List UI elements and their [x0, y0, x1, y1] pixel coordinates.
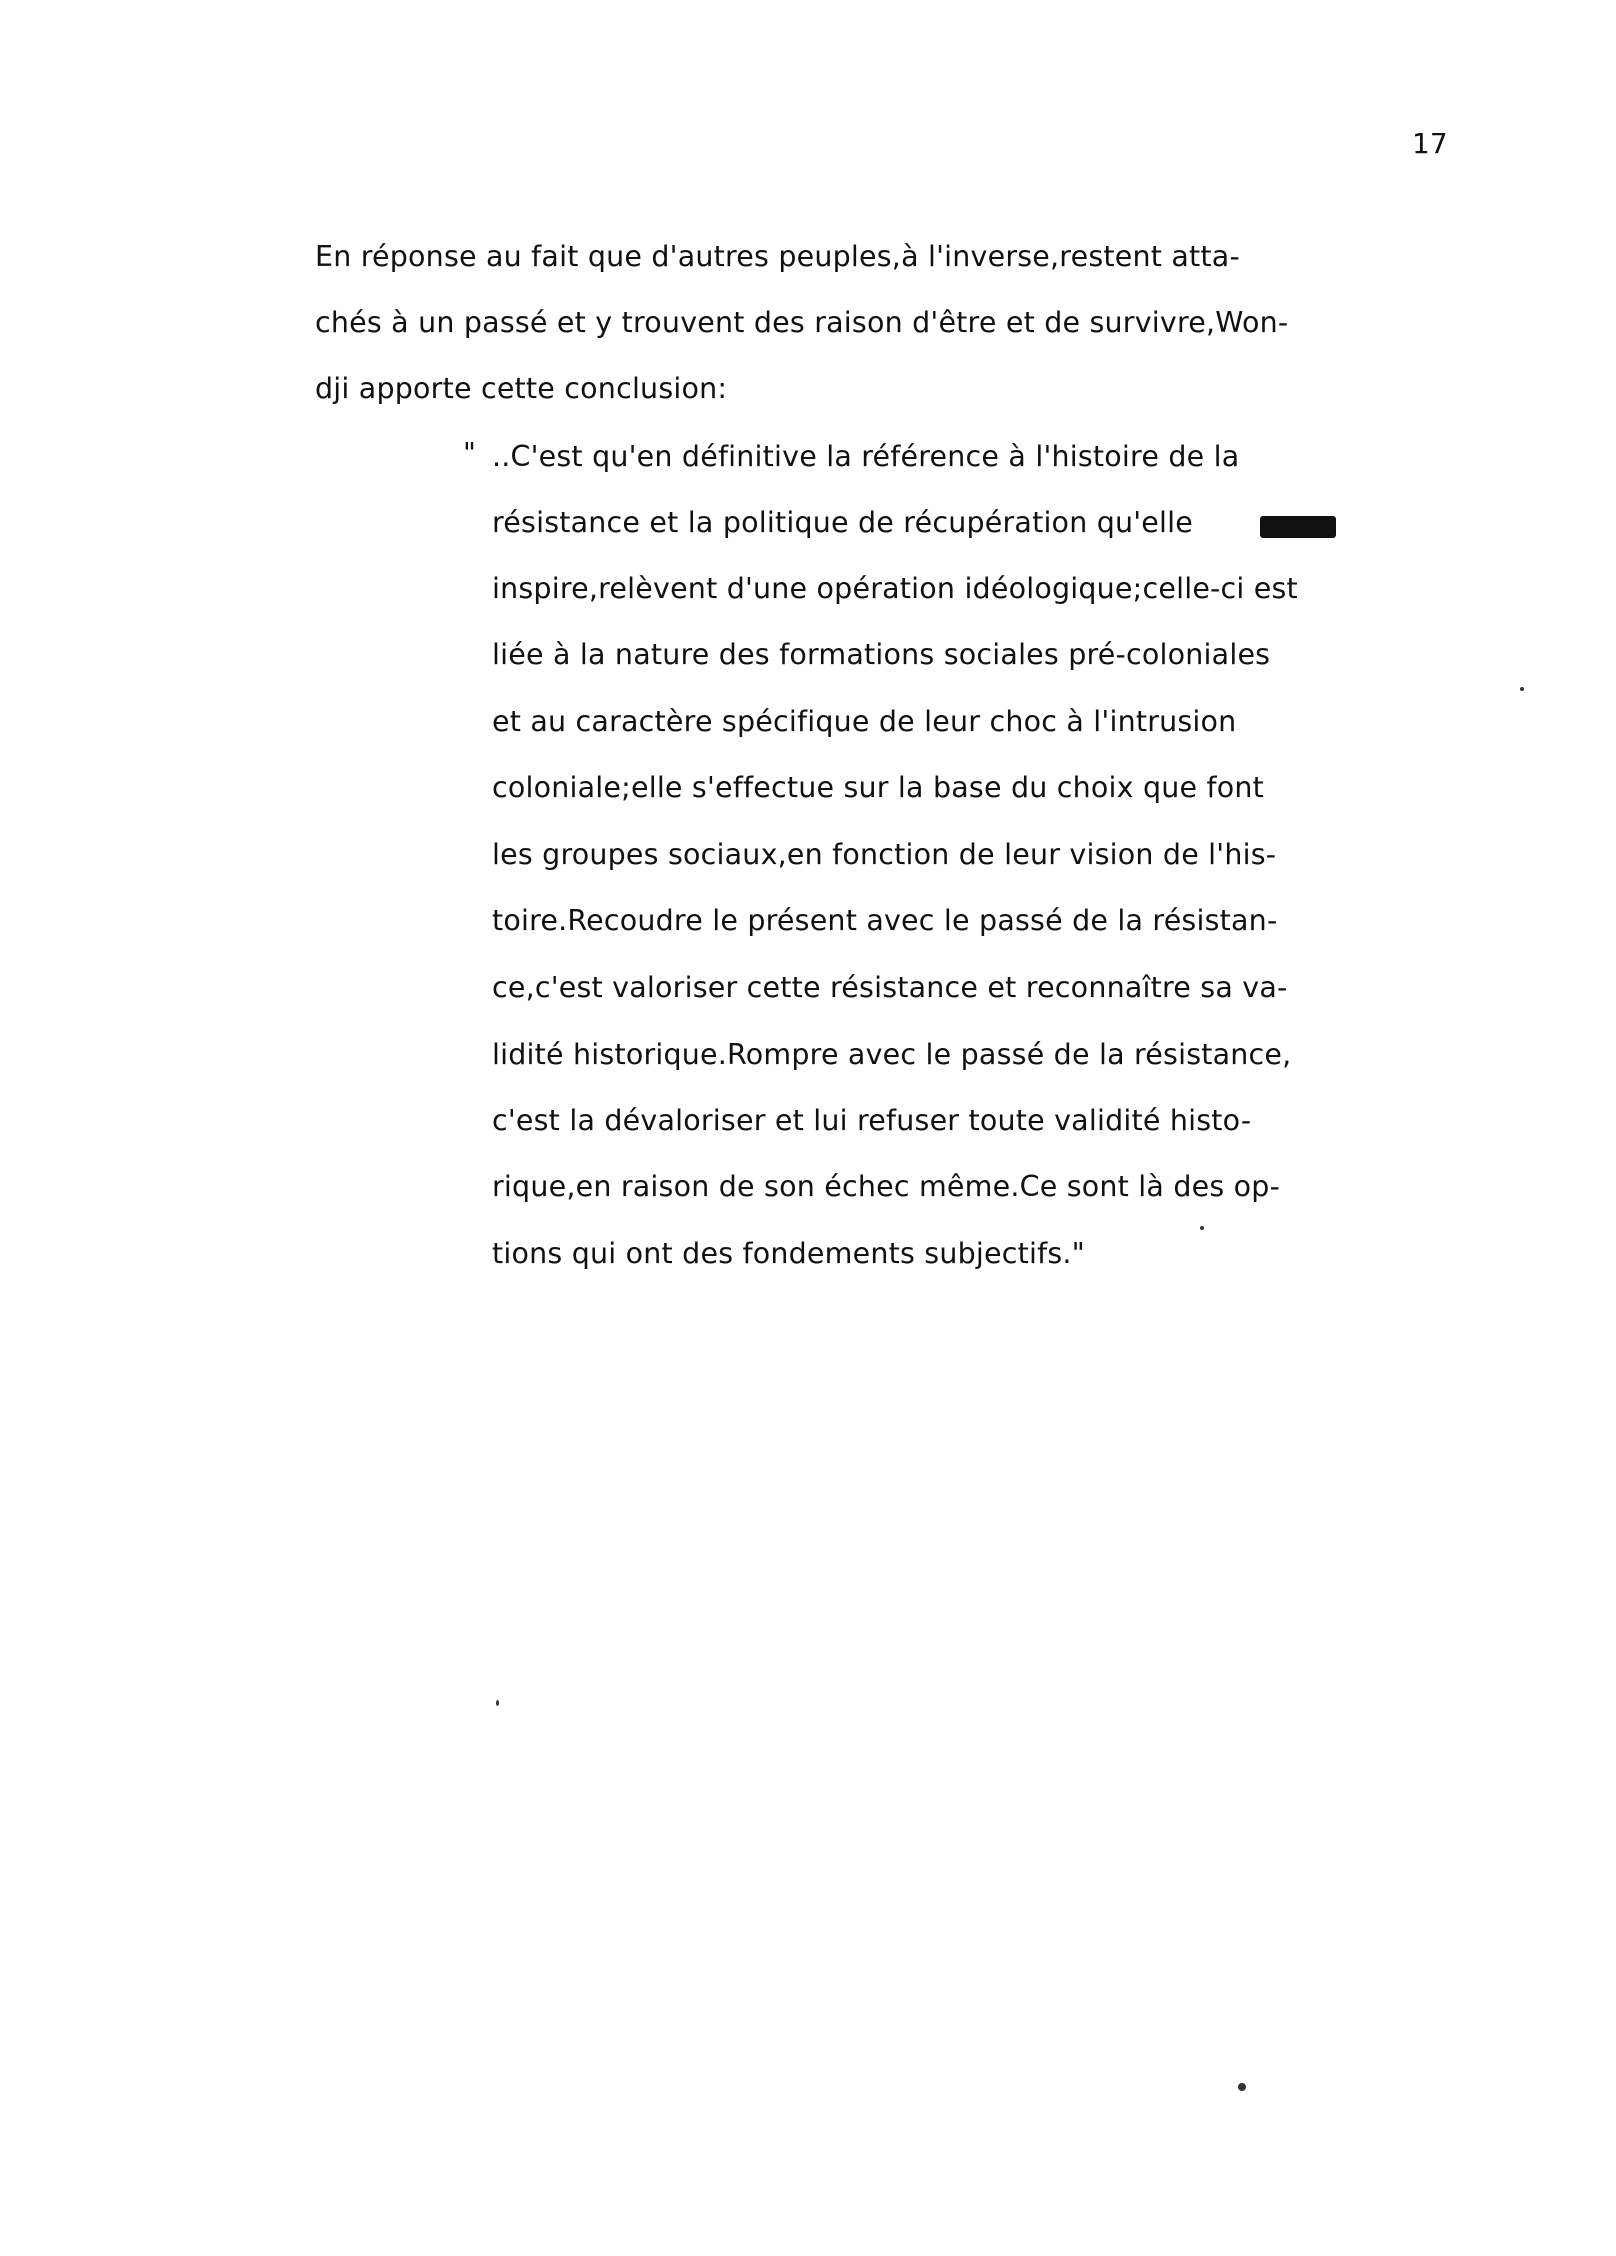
intro-line: dji apporte cette conclusion:: [315, 372, 728, 405]
quote-line: lidité historique.Rompre avec le passé de la résistance,: [492, 1038, 1292, 1071]
scan-speck: [496, 1700, 499, 1706]
quote-line: c'est la dévaloriser et lui refuser toute validité histo-: [492, 1104, 1252, 1137]
quote-line: toire.Recoudre le présent avec le passé de la résistan-: [492, 904, 1278, 937]
scan-speck: [1520, 687, 1524, 691]
scan-speck: [1238, 2083, 1246, 2091]
quote-line: tions qui ont des fondements subjectifs.": [492, 1237, 1085, 1270]
scan-speck: [1200, 1226, 1204, 1230]
page-number: 17: [1412, 127, 1448, 160]
quote-line: les groupes sociaux,en fonction de leur vision de l'his-: [492, 838, 1277, 871]
intro-line: chés à un passé et y trouvent des raison d'être et de survivre,Won-: [315, 306, 1289, 339]
quote-line: liée à la nature des formations sociales pré-coloniales: [492, 638, 1271, 671]
quote-line: coloniale;elle s'effectue sur la base du choix que font: [492, 771, 1265, 804]
quote-line: ..C'est qu'en définitive la référence à l'histoire de la: [492, 440, 1240, 473]
opening-quote-mark: ": [463, 436, 476, 469]
quote-line: rique,en raison de son échec même.Ce sont là des op-: [492, 1170, 1281, 1203]
quote-line: résistance et la politique de récupération qu'elle: [492, 506, 1194, 539]
ink-blot: [1260, 516, 1336, 538]
quote-line: inspire,relèvent d'une opération idéologique;celle-ci est: [492, 572, 1298, 605]
quote-line: ce,c'est valoriser cette résistance et reconnaître sa va-: [492, 971, 1288, 1004]
intro-line: En réponse au fait que d'autres peuples,à l'inverse,restent atta-: [315, 240, 1240, 273]
quote-line: et au caractère spécifique de leur choc à l'intrusion: [492, 705, 1237, 738]
